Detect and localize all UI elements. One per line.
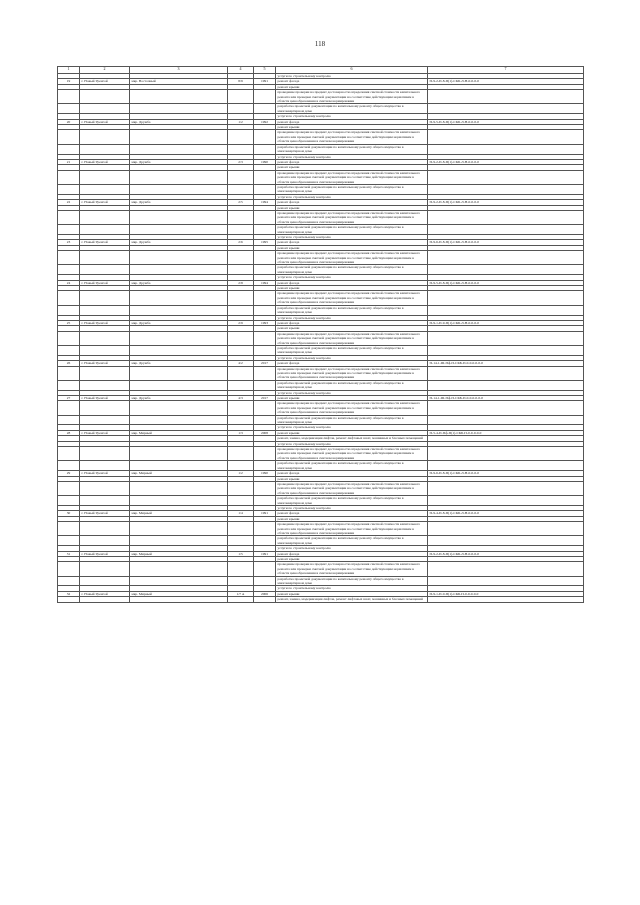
- record-work: разработка проектной документации по капитальному ремонту общего имущества в многоквартирном доме: [276, 184, 428, 194]
- record-number: 27: [58, 396, 80, 401]
- record-work: ремонт крыши: [276, 591, 428, 596]
- record-work: разработка проектной документации по капитальному ремонту общего имущества в многоквартирном доме: [276, 536, 428, 546]
- record-city: г. Новый Уренгой: [80, 361, 130, 366]
- record-work: проведение проверки на предмет достоверности определения сметной стоимости капитального ремонта или проверки сметной документации на соответствие действующим нормативам в области ценообразования в сметном нормировании: [276, 331, 428, 345]
- record-work: проведение проверки на предмет достоверности определения сметной стоимости капитального ремонта или проверки сметной документации на соответствие действующим нормативам в области ценообразования в сметном нормировании: [276, 481, 428, 495]
- page-number: 118: [314, 40, 326, 48]
- record-house: 4/3: [228, 396, 254, 401]
- record-work: ремонт крыши: [276, 476, 428, 481]
- col-header-5: 5: [254, 67, 276, 74]
- record-year: 1994: [254, 280, 276, 285]
- record-work: проведение проверки на предмет достоверности определения сметной стоимости капитального ремонта или проверки сметной документации на соответствие действующим нормативам в области ценообразования в сметном нормировании: [276, 170, 428, 184]
- record-work: услуги по строительному контролю: [276, 154, 428, 159]
- record-city: г. Новый Уренгой: [80, 430, 130, 435]
- record-number: 23: [58, 240, 80, 245]
- record-work: услуги по строительному контролю: [276, 114, 428, 119]
- record-code: П-9-2-П-8-П(1)-СКБ-Л-Н-0-0-0-0: [428, 159, 584, 164]
- record-work: услуги по строительному контролю: [276, 425, 428, 430]
- record-work: разработка проектной документации по капитальному ремонту общего имущества в многоквартирном доме: [276, 144, 428, 154]
- record-street: мкр. Дружба: [130, 119, 228, 124]
- table-row: [58, 380, 584, 390]
- record-house: 8/9: [228, 79, 254, 84]
- record-street: мкр. Дружба: [130, 396, 228, 401]
- record-number: 29: [58, 471, 80, 476]
- record-street: мкр. Мирный: [130, 511, 228, 516]
- table-row: [58, 415, 584, 425]
- record-work: проведение проверки на предмет достоверности определения сметной стоимости капитального ремонта или проверки сметной документации на соответствие действующим нормативам в области ценообразования в сметном нормировании: [276, 447, 428, 461]
- record-work: разработка проектной документации по капитальному ремонту общего имущества в многоквартирном доме: [276, 576, 428, 586]
- record-work: ремонт крыши: [276, 245, 428, 250]
- record-year: 1992: [254, 119, 276, 124]
- record-house: 1/7 А: [228, 591, 254, 596]
- record-city: г. Новый Уренгой: [80, 280, 130, 285]
- record-work: ремонт фасада: [276, 79, 428, 84]
- record-year: 1990: [254, 159, 276, 164]
- record-house: 2/3: [228, 159, 254, 164]
- record-work: проведение проверки на предмет достоверности определения сметной стоимости капитального ремонта или проверки сметной документации на соответствие действующим нормативам в области ценообразования в сметном нормировании: [276, 291, 428, 305]
- record-house: 1/2: [228, 119, 254, 124]
- record-house: 2/6: [228, 240, 254, 245]
- record-year: 2008: [254, 430, 276, 435]
- record-number: 19: [58, 79, 80, 84]
- record-year: 2006: [254, 591, 276, 596]
- table-row: [58, 104, 584, 114]
- record-number: 30: [58, 511, 80, 516]
- record-code: П-9-2-П-8-П(1)-СКБ-Л-Н-0-0-0-0: [428, 551, 584, 556]
- table-row: [58, 366, 584, 380]
- table-row: [58, 170, 584, 184]
- record-work: ремонт фасада: [276, 320, 428, 325]
- record-work: ремонт фасада: [276, 280, 428, 285]
- record-year: 2017: [254, 361, 276, 366]
- record-city: г. Новый Уренгой: [80, 551, 130, 556]
- record-year: 1990: [254, 471, 276, 476]
- table-row: [58, 522, 584, 536]
- record-work: ремонт крыши: [276, 286, 428, 291]
- record-work: услуги по строительному контролю: [276, 441, 428, 446]
- table-row: [58, 265, 584, 275]
- record-code: П-14-1-Ш-Пф-П-СКБ-П-0-0-0-0-0-0: [428, 361, 584, 366]
- record-city: г. Новый Уренгой: [80, 471, 130, 476]
- record-work: ремонт крыши: [276, 326, 428, 331]
- record-work: услуги по строительному контролю: [276, 390, 428, 395]
- record-work: ремонт фасада: [276, 511, 428, 516]
- record-street: мкр. Дружба: [130, 280, 228, 285]
- record-year: 2017: [254, 396, 276, 401]
- record-work: услуги по строительному контролю: [276, 275, 428, 280]
- col-header-4: 4: [228, 67, 254, 74]
- record-work: ремонт, замена, модернизация лифтов, ремонт лифтовых шахт, машинных и блочных помещений: [276, 597, 428, 602]
- table-row: [58, 225, 584, 235]
- col-header-2: 2: [80, 67, 130, 74]
- record-work: ремонт крыши: [276, 165, 428, 170]
- record-number: 22: [58, 200, 80, 205]
- table-row: [58, 251, 584, 265]
- record-work: ремонт крыши: [276, 205, 428, 210]
- record-city: г. Новый Уренгой: [80, 591, 130, 596]
- table-row: [58, 562, 584, 576]
- record-work: услуги по строительному контролю: [276, 355, 428, 360]
- record-street: мкр. Мирный: [130, 430, 228, 435]
- record-city: г. Новый Уренгой: [80, 396, 130, 401]
- col-header-6: 6: [276, 67, 428, 74]
- record-work: разработка проектной документации по капитальному ремонту общего имущества в многоквартирном доме: [276, 305, 428, 315]
- record-year: 1991: [254, 511, 276, 516]
- record-work: ремонт фасада: [276, 240, 428, 245]
- record-code: П-9-5-П-8-П(1)-СКБ-Л-Н-0-0-0-0: [428, 119, 584, 124]
- record-code: П-9-2-П-8-П(1)-СКБ-Л-Н-0-0-0-0: [428, 200, 584, 205]
- record-street: мкр. Дружба: [130, 240, 228, 245]
- record-street: мкр. Мирный: [130, 551, 228, 556]
- record-number: 28: [58, 430, 80, 435]
- table-row: [58, 144, 584, 154]
- table-row: [58, 90, 584, 104]
- record-work: разработка проектной документации по капитальному ремонту общего имущества в многоквартирном доме: [276, 496, 428, 506]
- record-work: ремонт фасада: [276, 471, 428, 476]
- record-work: проведение проверки на предмет достоверности определения сметной стоимости капитального ремонта или проверки сметной документации на соответствие действующим нормативам в области ценообразования в сметном нормировании: [276, 251, 428, 265]
- record-number: 20: [58, 119, 80, 124]
- works-table: [57, 66, 584, 603]
- record-code: П-9-6-П-8-П(1)-СКБ-Л-Н-0-0-0-0: [428, 240, 584, 245]
- record-house: 1/4: [228, 511, 254, 516]
- record-work: разработка проектной документации по капитальному ремонту общего имущества в многоквартирном доме: [276, 345, 428, 355]
- record-work: ремонт крыши: [276, 84, 428, 89]
- record-work: услуги по строительному контролю: [276, 194, 428, 199]
- record-work: ремонт крыши: [276, 516, 428, 521]
- table-row: [58, 576, 584, 586]
- record-house: 2/9: [228, 320, 254, 325]
- table-row: [58, 447, 584, 461]
- record-work: проведение проверки на предмет достоверности определения сметной стоимости капитального ремонта или проверки сметной документации на соответствие действующим нормативам в области ценообразования в сметном нормировании: [276, 90, 428, 104]
- header-row: [58, 67, 584, 74]
- record-work: проведение проверки на предмет достоверности определения сметной стоимости капитального ремонта или проверки сметной документации на соответствие действующим нормативам в области ценообразования в сметном нормировании: [276, 210, 428, 224]
- record-code: П-9-1-П-0-П(1)-СКБ-П-0-0-0-0-0: [428, 591, 584, 596]
- table-row: [58, 291, 584, 305]
- record-work: разработка проектной документации по капитальному ремонту общего имущества в многоквартирном доме: [276, 380, 428, 390]
- record-house: 1/2: [228, 471, 254, 476]
- record-year: 1995: [254, 240, 276, 245]
- col-header-1: 1: [58, 67, 80, 74]
- record-city: г. Новый Уренгой: [80, 159, 130, 164]
- record-year: 1991: [254, 79, 276, 84]
- record-street: мкр. Дружба: [130, 159, 228, 164]
- record-work: услуги по строительному контролю: [276, 315, 428, 320]
- record-number: 32: [58, 591, 80, 596]
- record-city: г. Новый Уренгой: [80, 200, 130, 205]
- table-row: [58, 597, 584, 602]
- record-work: ремонт фасада: [276, 551, 428, 556]
- record-work: разработка проектной документации по капитальному ремонту общего имущества в многоквартирном доме: [276, 461, 428, 471]
- record-work: разработка проектной документации по капитальному ремонту общего имущества в многоквартирном доме: [276, 225, 428, 235]
- record-work: ремонт крыши: [276, 557, 428, 562]
- record-street: мкр. Дружба: [130, 200, 228, 205]
- table-row: [58, 481, 584, 495]
- table-row: [58, 210, 584, 224]
- table-row: [58, 305, 584, 315]
- record-street: мкр. Мирный: [130, 471, 228, 476]
- table-row: [58, 496, 584, 506]
- record-work: ремонт крыши: [276, 396, 428, 401]
- record-city: г. Новый Уренгой: [80, 79, 130, 84]
- record-work: услуги по строительному контролю: [276, 586, 428, 591]
- table-row: [58, 184, 584, 194]
- record-code: П-5-4-П-Пф-П(1)-СКБ-П-0-0-0-0-0: [428, 430, 584, 435]
- record-work: проведение проверки на предмет достоверности определения сметной стоимости капитального ремонта или проверки сметной документации на соответствие действующим нормативам в области ценообразования в сметном нормировании: [276, 401, 428, 415]
- record-year: 1991: [254, 551, 276, 556]
- record-code: П-9-4-П-8-П(1)-СКБ-Л-Н-0-0-0-0: [428, 511, 584, 516]
- record-year: 1993: [254, 320, 276, 325]
- record-work: ремонт фасада: [276, 159, 428, 164]
- record-code: П-9-6-П-8-П(1)-СКБ-Л-Н-0-0-0-0: [428, 471, 584, 476]
- record-work: разработка проектной документации по капитальному ремонту общего имущества в многоквартирном доме: [276, 265, 428, 275]
- record-city: г. Новый Уренгой: [80, 320, 130, 325]
- record-number: 21: [58, 159, 80, 164]
- record-street: мкр. Дружба: [130, 361, 228, 366]
- record-city: г. Новый Уренгой: [80, 240, 130, 245]
- record-number: 31: [58, 551, 80, 556]
- record-work: ремонт крыши: [276, 125, 428, 130]
- record-house: 1/3: [228, 430, 254, 435]
- table-row: [58, 401, 584, 415]
- record-code: П-9-1-П-9-П(1)-СКБ-Л-Н-0-0-0-0: [428, 320, 584, 325]
- record-house: 4/2: [228, 361, 254, 366]
- record-street: мкр. Дружба: [130, 320, 228, 325]
- record-work: ремонт крыши: [276, 430, 428, 435]
- record-work: проведение проверки на предмет достоверности определения сметной стоимости капитального ремонта или проверки сметной документации на соответствие действующим нормативам в области ценообразования в сметном нормировании: [276, 130, 428, 144]
- record-work: разработка проектной документации по капитальному ремонту общего имущества в многоквартирном доме: [276, 104, 428, 114]
- continuation-text: услуги по строительному контролю: [276, 74, 428, 79]
- record-work: услуги по строительному контролю: [276, 505, 428, 510]
- record-city: г. Новый Уренгой: [80, 511, 130, 516]
- col-header-3: 3: [130, 67, 228, 74]
- record-code: П-14-1-Ш-Пф-П-СКБ-П-0-0-0-0-0-0: [428, 396, 584, 401]
- record-street: мкр. Мирный: [130, 591, 228, 596]
- record-work: проведение проверки на предмет достоверности определения сметной стоимости капитального ремонта или проверки сметной документации на соответствие действующим нормативам в области ценообразования в сметном нормировании: [276, 366, 428, 380]
- record-year: 1994: [254, 200, 276, 205]
- table-row: [58, 130, 584, 144]
- record-number: 24: [58, 280, 80, 285]
- record-house: 2/8: [228, 280, 254, 285]
- table-row: [58, 331, 584, 345]
- record-code: П-9-5-П-8-П(1)-СКБ-Л-Н-0-0-0-0: [428, 280, 584, 285]
- record-work: услуги по строительному контролю: [276, 546, 428, 551]
- record-number: 25: [58, 320, 80, 325]
- record-house: 1/5: [228, 551, 254, 556]
- table-row: [58, 461, 584, 471]
- table-row: [58, 345, 584, 355]
- record-work: проведение проверки на предмет достоверности определения сметной стоимости капитального ремонта или проверки сметной документации на соответствие действующим нормативам в области ценообразования в сметном нормировании: [276, 562, 428, 576]
- record-work: ремонт, замена, модернизация лифтов, ремонт лифтовых шахт, машинных и блочных помещений: [276, 436, 428, 441]
- record-work: ремонт фасада: [276, 119, 428, 124]
- col-header-7: 7: [428, 67, 584, 74]
- record-street: мкр. Восточный: [130, 79, 228, 84]
- record-work: проведение проверки на предмет достоверности определения сметной стоимости капитального ремонта или проверки сметной документации на соответствие действующим нормативам в области ценообразования в сметном нормировании: [276, 522, 428, 536]
- record-work: разработка проектной документации по капитальному ремонту общего имущества в многоквартирном доме: [276, 415, 428, 425]
- record-number: 26: [58, 361, 80, 366]
- record-work: услуги по строительному контролю: [276, 235, 428, 240]
- record-code: П-9-2-П-8-П(1)-СКБ-Л-Н-0-0-0-0: [428, 79, 584, 84]
- record-city: г. Новый Уренгой: [80, 119, 130, 124]
- record-work: ремонт фасада: [276, 200, 428, 205]
- record-house: 2/5: [228, 200, 254, 205]
- record-work: ремонт фасада: [276, 361, 428, 366]
- table-row: [58, 536, 584, 546]
